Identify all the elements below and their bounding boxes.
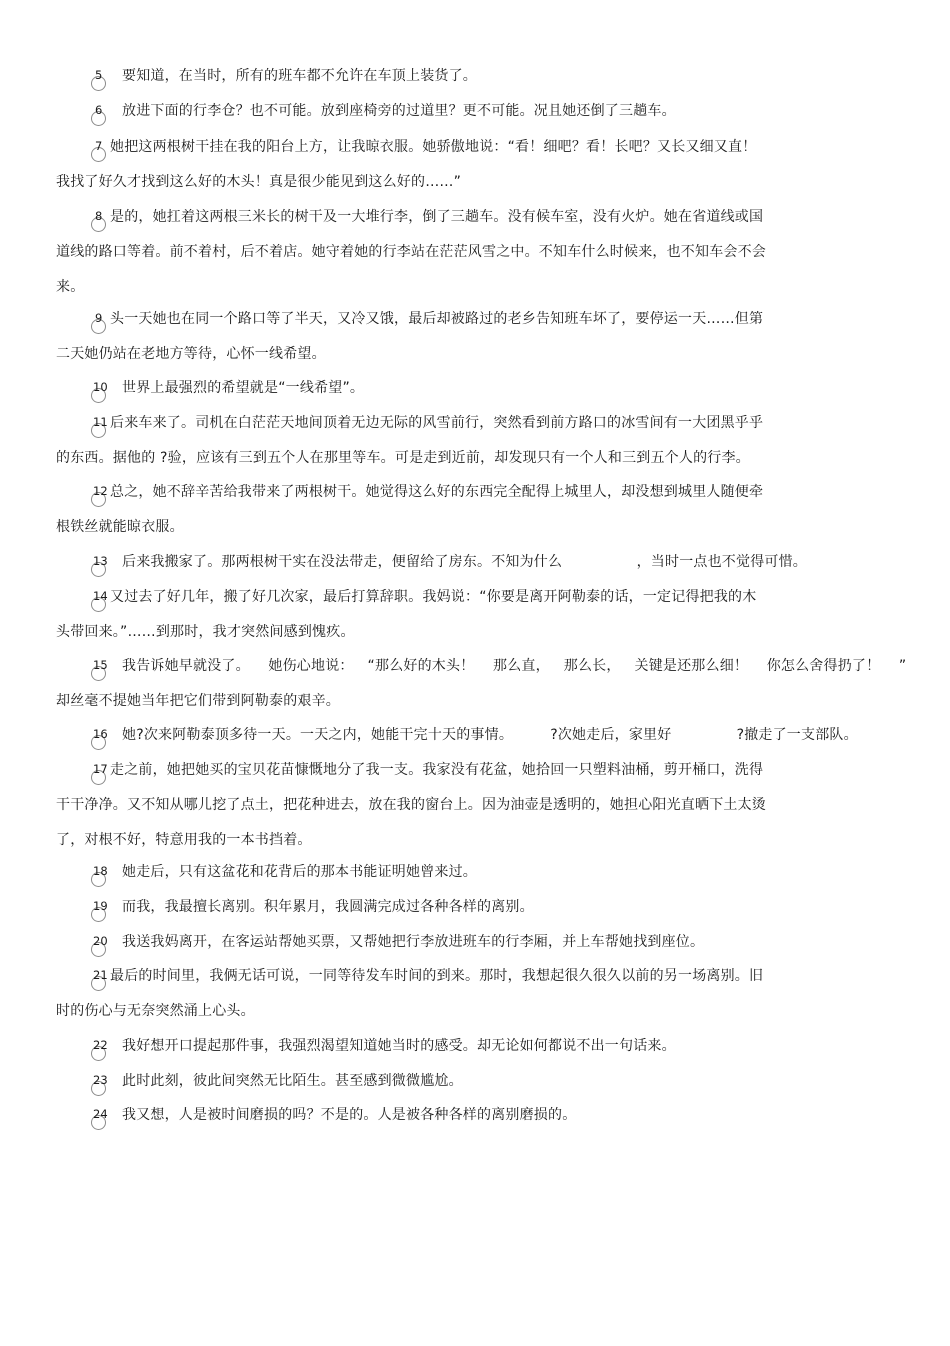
paragraph-continuation-line: 二天她仍站在老地方等待，心怀一线希望。 <box>56 346 326 362</box>
paragraph-continuation-line: 我找了好久才找到这么好的木头！真是很少能见到这么好的……” <box>56 174 462 190</box>
paragraph-number: 6 <box>95 103 103 117</box>
paragraph-number: 15 <box>93 658 108 672</box>
paragraph-first-line: 她把这两根树干挂在我的阳台上方，让我晾衣服。她骄傲地说：“看！细吧？看！长吧？又长又细又直！ <box>110 139 757 155</box>
paragraph-number: 19 <box>93 899 108 913</box>
paragraph-continuation-line: 的东西。据他的 ?验，应该有三到五个人在那里等车。可是走到近前，却发现只有一个人和三到五个人的行李。 <box>56 450 750 466</box>
paragraph-first-line: 最后的时间里，我俩无话可说，一同等待发车时间的到来。那时，我想起很久很久以前的另一场离别。旧 <box>110 968 764 984</box>
paragraph-first-line: 此时此刻，彼此间突然无比陌生。甚至感到微微尴尬。 <box>122 1073 463 1089</box>
paragraph-number: 14 <box>93 589 108 603</box>
paragraph-first-line: 是的，她扛着这两根三米长的树干及一大堆行李，倒了三趟车。没有候车室，没有火炉。她在省道线或国 <box>110 209 764 225</box>
paragraph-number: 11 <box>93 415 108 429</box>
paragraph-first-line: 后来车来了。司机在白茫茫天地间顶着无边无际的风雪前行，突然看到前方路口的冰雪间有一大团黑乎乎 <box>110 415 764 431</box>
paragraph-number: 5 <box>95 68 103 82</box>
paragraph-first-line: 我又想，人是被时间磨损的吗？不是的。人是被各种各样的离别磨损的。 <box>122 1107 577 1123</box>
paragraph-number: 20 <box>93 934 108 948</box>
paragraph-first-line: 要知道，在当时，所有的班车都不允许在车顶上装货了。 <box>122 68 477 84</box>
paragraph-first-line: 后来我搬家了。那两根树干实在没法带走，便留给了房东。不知为什么 ，当时一点也不觉得可惜。 <box>122 554 808 570</box>
paragraph-number: 18 <box>93 864 108 878</box>
paragraph-first-line: 她走后，只有这盆花和花背后的那本书能证明她曾来过。 <box>122 864 477 880</box>
paragraph-continuation-line: 头带回来。”……到那时，我才突然间感到愧疚。 <box>56 624 355 640</box>
paragraph-first-line: 又过去了好几年，搬了好几次家，最后打算辞职。我妈说：“你要是离开阿勒泰的话，一定记得把我的木 <box>110 589 757 605</box>
paragraph-first-line: 放进下面的行李仓？也不可能。放到座椅旁的过道里？更不可能。况且她还倒了三趟车。 <box>122 103 676 119</box>
paragraph-first-line: 总之，她不辞辛苦给我带来了两根树干。她觉得这么好的东西完全配得上城里人，却没想到城里人随便牵 <box>110 484 764 500</box>
paragraph-number: 8 <box>95 209 103 223</box>
paragraph-continuation-line: 道线的路口等着。前不着村，后不着店。她守着她的行李站在茫茫风雪之中。不知车什么时候来，也不知车会不会 <box>56 244 766 260</box>
paragraph-number: 22 <box>93 1038 108 1052</box>
paragraph-continuation-line: 根铁丝就能晾衣服。 <box>56 519 184 535</box>
paragraph-first-line: 她?次来阿勒泰顶多待一天。一天之内，她能干完十天的事情。 ?次她走后，家里好 ?撤走了一支部队。 <box>122 727 858 743</box>
paragraph-first-line: 而我，我最擅长离别。积年累月，我圆满完成过各种各样的离别。 <box>122 899 534 915</box>
paragraph-first-line: 我好想开口提起那件事，我强烈渴望知道她当时的感受。却无论如何都说不出一句话来。 <box>122 1038 676 1054</box>
paragraph-continuation-line: 了，对根不好，特意用我的一本书挡着。 <box>56 832 312 848</box>
paragraph-number: 23 <box>93 1073 108 1087</box>
paragraph-first-line: 头一天她也在同一个路口等了半天，又冷又饿，最后却被路过的老乡告知班车坏了，要停运一天……但第 <box>110 311 764 327</box>
paragraph-number: 21 <box>93 968 108 982</box>
paragraph-first-line: 世界上最强烈的希望就是“一线希望”。 <box>122 380 365 396</box>
paragraph-number: 13 <box>93 554 108 568</box>
paragraph-continuation-line: 却丝毫不提她当年把它们带到阿勒泰的艰辛。 <box>56 693 340 709</box>
paragraph-number: 12 <box>93 484 108 498</box>
paragraph-number: 10 <box>93 380 108 394</box>
paragraph-first-line: 我送我妈离开，在客运站帮她买票，又帮她把行李放进班车的行李厢，并上车帮她找到座位。 <box>122 934 705 950</box>
paragraph-number: 7 <box>95 139 103 153</box>
paragraph-first-line: 我告诉她早就没了。 她伤心地说： “那么好的木头！ 那么直， 那么长， 关键是还那么细！ 你怎么舍得扔了！ ” <box>122 658 907 674</box>
paragraph-number: 17 <box>93 762 108 776</box>
paragraph-continuation-line: 时的伤心与无奈突然涌上心头。 <box>56 1003 255 1019</box>
paragraph-number: 9 <box>95 311 103 325</box>
paragraph-number: 24 <box>93 1107 108 1121</box>
paragraph-continuation-line: 来。 <box>56 279 85 295</box>
paragraph-number: 16 <box>93 727 108 741</box>
paragraph-continuation-line: 干干净净。又不知从哪儿挖了点土，把花种进去，放在我的窗台上。因为油壶是透明的，她担心阳光直晒下土太烫 <box>56 797 766 813</box>
paragraph-first-line: 走之前，她把她买的宝贝花苗慷慨地分了我一支。我家没有花盆，她拾回一只塑料油桶，剪开桶口，洗得 <box>110 762 764 778</box>
